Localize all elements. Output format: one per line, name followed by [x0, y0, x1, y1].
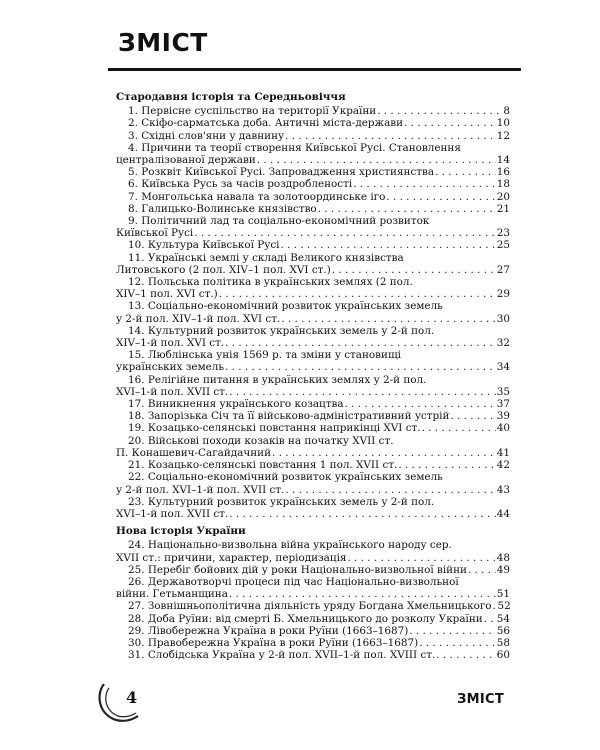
title-divider	[108, 68, 521, 71]
toc-entry-title: 30. Правобережна Україна в роки Руїни (1663–1687)	[128, 636, 419, 649]
dot-leader	[493, 600, 497, 612]
toc-entry[interactable]	[116, 496, 510, 520]
toc-entry-title: 16. Релігійне питання в українських землях у 2-й пол.	[128, 373, 427, 386]
dot-leader	[347, 552, 495, 564]
page-title: ЗМІСТ	[118, 28, 208, 57]
toc-page-number: 54	[496, 612, 510, 625]
dot-leader	[272, 447, 496, 459]
toc-page-number: 37	[496, 398, 510, 411]
toc-entry-title: 23. Культурний розвиток українських земель у 2-й пол.	[128, 495, 435, 508]
toc-page-number: 49	[496, 563, 510, 576]
toc-entry-title: війни. Гетьманщина	[116, 588, 228, 601]
toc-page-number: 52	[497, 600, 511, 613]
toc-entry-title: 15. Люблінська унія 1569 р. та зміни у становищі	[128, 349, 401, 362]
toc-entry-title: 28. Доба Руїни: від смерті Б. Хмельницького до розколу України	[128, 612, 483, 625]
toc-page-number: 14	[496, 154, 510, 167]
dot-leader	[422, 422, 496, 434]
toc-page-number: 23	[496, 227, 510, 240]
toc-entry[interactable]	[116, 239, 510, 251]
toc-entry[interactable]	[116, 649, 510, 661]
toc-page-number: 43	[496, 483, 510, 496]
toc-entry[interactable]	[116, 564, 510, 576]
page-number: 4	[126, 688, 138, 707]
toc-entry-title: 20. Військові походи козаків на початку XVII ст.	[128, 434, 394, 447]
toc-entry-title: 5. Розквіт Київської Русі. Запровадження християнства	[128, 166, 435, 179]
toc-entry[interactable]	[116, 276, 510, 300]
toc-entry-title: у 2-й пол. XIV–1-й пол. XVI ст.	[116, 312, 281, 325]
dot-leader	[419, 637, 496, 649]
section-heading: Нова історія України	[116, 525, 246, 538]
dot-leader	[450, 410, 495, 422]
toc-entry[interactable]	[116, 252, 510, 276]
toc-entry-title: Київської Русі	[116, 227, 194, 240]
dot-leader	[281, 239, 496, 251]
toc-entry[interactable]	[116, 130, 510, 142]
toc-entry[interactable]	[116, 576, 510, 600]
toc-page-number: 58	[496, 636, 510, 649]
dot-leader	[229, 588, 496, 600]
dot-leader	[386, 191, 495, 203]
toc-entry-title: 8. Галицько-Волинське князівство	[128, 202, 317, 215]
toc-entry[interactable]	[116, 398, 510, 410]
dot-leader	[225, 361, 496, 373]
dot-leader	[404, 117, 496, 129]
table-of-contents	[116, 91, 510, 661]
toc-entry[interactable]	[116, 178, 510, 190]
dot-leader	[398, 459, 495, 471]
toc-page-number: 8	[503, 105, 510, 118]
toc-entry-title: 21. Козацько-селянські повстання 1 пол. XVII ст.	[128, 459, 398, 472]
toc-entry-title: 12. Польська політика в українських землях (2 пол.	[128, 276, 413, 289]
toc-entry[interactable]	[116, 459, 510, 471]
toc-entry[interactable]	[116, 325, 510, 349]
toc-entry-title: 1. Первісне суспільство на території України	[128, 105, 377, 118]
toc-entry[interactable]	[116, 105, 510, 117]
toc-entry-title: 3. Східні слов'яни у давнину	[128, 129, 285, 142]
toc-entry-title: 31. Слобідська Україна у 2-й пол. XVII–1-й пол. XVIII ст.	[128, 649, 436, 662]
toc-entry-title: 9. Політичний лад та соціально-економічний розвиток	[128, 215, 430, 228]
toc-entry-title: у 2-й пол. XVI–1-й пол. XVII ст.	[116, 483, 285, 496]
toc-entry-title: XVII ст.: причини, характер, періодизація	[116, 551, 347, 564]
dot-leader	[285, 484, 495, 496]
toc-entry[interactable]	[116, 203, 510, 215]
toc-entry[interactable]	[116, 471, 510, 495]
toc-entry[interactable]	[116, 422, 510, 434]
toc-page-number: 35	[496, 385, 510, 398]
toc-entry-title: 7. Монгольська навала та золотоординське іго	[128, 190, 386, 203]
toc-page-number: 18	[496, 178, 510, 191]
dot-leader	[435, 166, 496, 178]
toc-entry-title: 26. Державотворчі процеси під час Національно-визвольної	[128, 575, 459, 588]
dot-leader	[318, 203, 496, 215]
toc-entry-title: 6. Київська Русь за часів роздробленості	[128, 178, 353, 191]
toc-page-number: 42	[496, 459, 510, 472]
toc-page-number: 29	[496, 288, 510, 301]
dot-leader	[377, 105, 502, 117]
toc-entry-title: Литовського (2 пол. XIV–1 пол. XVI ст.)	[116, 263, 331, 276]
toc-entry[interactable]	[116, 300, 510, 324]
toc-entry[interactable]	[116, 374, 510, 398]
toc-entry-title: 22. Соціально-економічний розвиток українських земель	[128, 471, 443, 484]
toc-entry-title: 4. Причини та теорії створення Київської Русі. Становлення	[128, 141, 461, 154]
dot-leader	[285, 130, 496, 142]
toc-entry[interactable]	[116, 625, 510, 637]
toc-entry-title: українських земель	[116, 361, 225, 374]
toc-entry[interactable]	[116, 349, 510, 373]
toc-entry[interactable]	[116, 435, 510, 459]
dot-leader	[436, 649, 496, 661]
toc-entry-title: П. Конашевич-Сагайдачний	[116, 446, 271, 459]
dot-leader	[229, 508, 496, 520]
toc-page-number: 39	[496, 410, 510, 423]
toc-page-number: 60	[496, 649, 510, 662]
toc-entry[interactable]	[116, 215, 510, 239]
dot-leader	[345, 398, 496, 410]
toc-entry-title: 25. Перебіг бойових дій у роки Національно-визвольної війни	[128, 563, 467, 576]
toc-entry-title: 27. Зовнішньополітична діяльність уряду Богдана Хмельницького	[128, 600, 492, 613]
dot-leader	[468, 564, 496, 576]
toc-page-number: 21	[496, 202, 510, 215]
toc-entry-title: 19. Козацько-селянські повстання наприкінці XVI ст.	[128, 422, 421, 435]
toc-entry-title: централізованої держави	[116, 154, 256, 167]
toc-entry[interactable]	[116, 117, 510, 129]
toc-entry-title: 29. Лівобережна Україна в роки Руїни (1663–1687)	[128, 624, 409, 637]
dot-leader	[484, 613, 496, 625]
dot-leader	[219, 288, 496, 300]
dot-leader	[353, 178, 496, 190]
toc-entry[interactable]	[116, 539, 510, 563]
toc-page-number: 44	[496, 507, 510, 520]
toc-entry[interactable]	[116, 166, 510, 178]
dot-leader	[409, 625, 496, 637]
dot-leader	[257, 154, 496, 166]
toc-page-number: 16	[496, 166, 510, 179]
toc-entry-title: 24. Національно-визвольна війна українського народу сер.	[128, 539, 452, 552]
toc-page-number: 10	[496, 117, 510, 130]
dot-leader	[332, 264, 496, 276]
toc-page-number: 20	[496, 190, 510, 203]
toc-page-number: 40	[496, 422, 510, 435]
toc-entry-title: XVI–1-й пол. XVII ст.	[116, 385, 229, 398]
footer-title: ЗМІСТ	[457, 692, 504, 707]
toc-page-number: 56	[496, 624, 510, 637]
toc-page-number: 25	[496, 239, 510, 252]
toc-entry-title: 2. Скіфо-сарматська доба. Античні міста-держави	[128, 117, 404, 130]
toc-entry[interactable]	[116, 600, 510, 612]
dot-leader	[225, 337, 496, 349]
toc-entry-title: XVI–1-й пол. XVII ст.	[116, 507, 229, 520]
dot-leader	[281, 313, 495, 325]
toc-entry[interactable]	[116, 637, 510, 649]
toc-entry-title: 18. Запорізька Січ та її військово-адміністративний устрій	[128, 410, 450, 423]
toc-entry[interactable]	[116, 191, 510, 203]
toc-page-number: 32	[496, 337, 510, 350]
toc-entry[interactable]	[116, 142, 510, 166]
section-heading: Стародавня історія та Середньовіччя	[116, 91, 346, 103]
toc-entry-title: 11. Українські землі у складі Великого князівства	[128, 251, 404, 264]
toc-page-number: 27	[496, 263, 510, 276]
toc-page-number: 51	[496, 588, 510, 601]
toc-entry-title: XIV–1-й пол. XVI ст.	[116, 337, 225, 350]
dot-leader	[229, 386, 496, 398]
toc-entry-title: 10. Культура Київської Русі	[128, 239, 280, 252]
toc-page-number: 34	[496, 361, 510, 374]
toc-entry-title: 17. Виникнення українського козацтва	[128, 398, 344, 411]
toc-entry[interactable]	[116, 410, 510, 422]
toc-entry-title: 14. Культурний розвиток українських земель у 2-й пол.	[128, 324, 435, 337]
toc-page-number: 30	[496, 312, 510, 325]
toc-entry-title: XIV–1 пол. XVI ст.)	[116, 288, 218, 301]
toc-page-number: 48	[496, 551, 510, 564]
dot-leader	[194, 227, 496, 239]
toc-page-number: 12	[496, 129, 510, 142]
toc-entry[interactable]	[116, 613, 510, 625]
toc-entry-title: 13. Соціально-економічний розвиток українських земель	[128, 300, 443, 313]
toc-page-number: 41	[496, 446, 510, 459]
